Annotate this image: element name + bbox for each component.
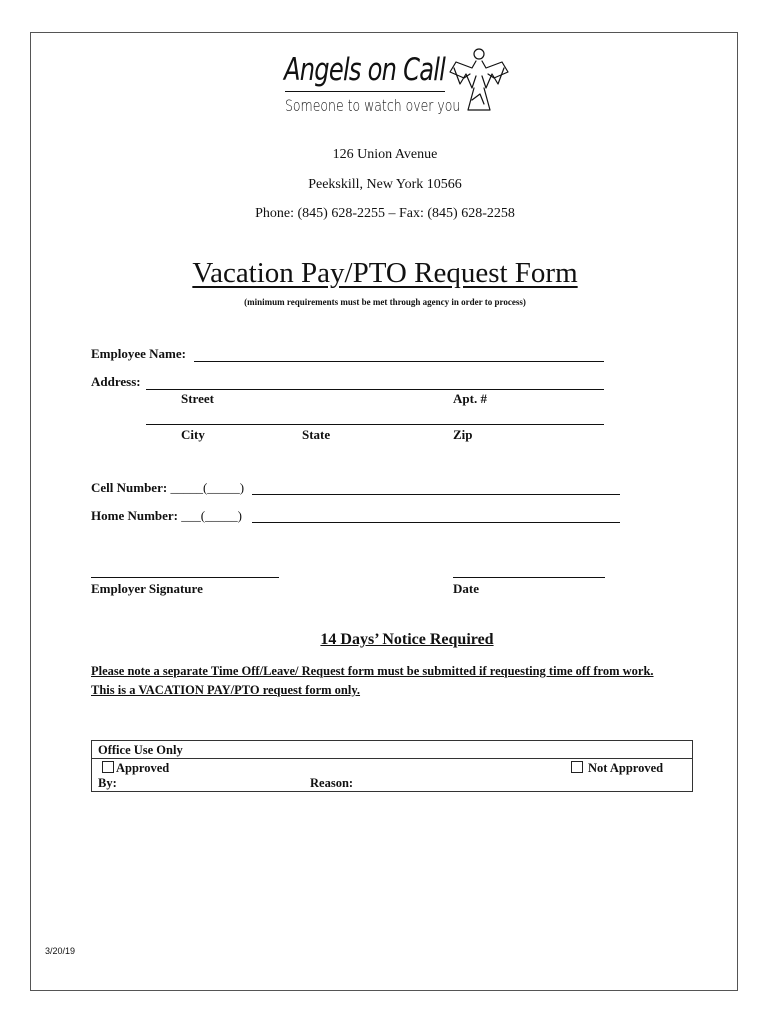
notice-line-2: This is a VACATION PAY/PTO request form only. [91, 683, 361, 697]
employer-signature-label: Employer Signature [91, 581, 203, 596]
address-phone: Phone: (845) 628-2255 – Fax: (845) 628-2258 [255, 206, 515, 221]
address-city-field[interactable] [146, 424, 604, 425]
home-number-label [91, 508, 242, 524]
cell-number-field[interactable] [252, 494, 620, 495]
date-field[interactable] [453, 577, 605, 578]
approved-checkbox[interactable] [102, 761, 114, 773]
city-label: City [181, 427, 205, 442]
office-use-header: Office Use Only [98, 743, 183, 757]
zip-label: Zip [453, 427, 473, 442]
logo-tagline: Someone to watch over you [285, 96, 461, 115]
street-label: Street [181, 391, 214, 406]
revision-date: 3/20/19 [45, 946, 76, 956]
home-number-label-text: Home Number: [91, 508, 179, 523]
employee-name-label: Employee Name: [91, 346, 186, 361]
office-divider [92, 758, 692, 759]
by-label: By: [98, 776, 117, 790]
cell-number-label-text: Cell Number: [91, 480, 168, 495]
logo-underline [285, 91, 445, 92]
state-label: State [302, 427, 331, 442]
address-label: Address: [91, 374, 141, 389]
reason-label: Reason: [310, 776, 354, 790]
cell-number-label [91, 480, 244, 496]
notice-title: 14 Days’ Notice Required [320, 631, 494, 648]
address-city: Peekskill, New York 10566 [308, 177, 462, 192]
logo-name: Angels on Call [284, 52, 446, 88]
employer-signature-field[interactable] [91, 577, 279, 578]
form-title: Vacation Pay/PTO Request Form [192, 257, 578, 289]
angel-icon [446, 44, 512, 116]
approved-label: Approved [116, 761, 170, 775]
address-street: 126 Union Avenue [332, 147, 438, 162]
form-subtitle: (minimum requirements must be met through agency in order to process) [244, 297, 526, 307]
home-area-code-blank: ___(_____) [181, 508, 242, 523]
approved-option[interactable] [102, 761, 169, 776]
not-approved-checkbox[interactable] [571, 761, 583, 773]
employee-name-field[interactable] [194, 361, 604, 362]
home-number-field[interactable] [252, 522, 620, 523]
not-approved-label: Not Approved [588, 761, 664, 775]
apt-label: Apt. # [453, 391, 487, 406]
date-label: Date [453, 581, 479, 596]
notice-line-1: Please note a separate Time Off/Leave/ Request form must be submitted if requesting time off from work. [91, 664, 654, 678]
address-street-field[interactable] [146, 389, 604, 390]
not-approved-option[interactable] [571, 761, 663, 776]
office-use-box [91, 740, 693, 792]
cell-area-code-blank: _____(_____) [170, 480, 245, 495]
